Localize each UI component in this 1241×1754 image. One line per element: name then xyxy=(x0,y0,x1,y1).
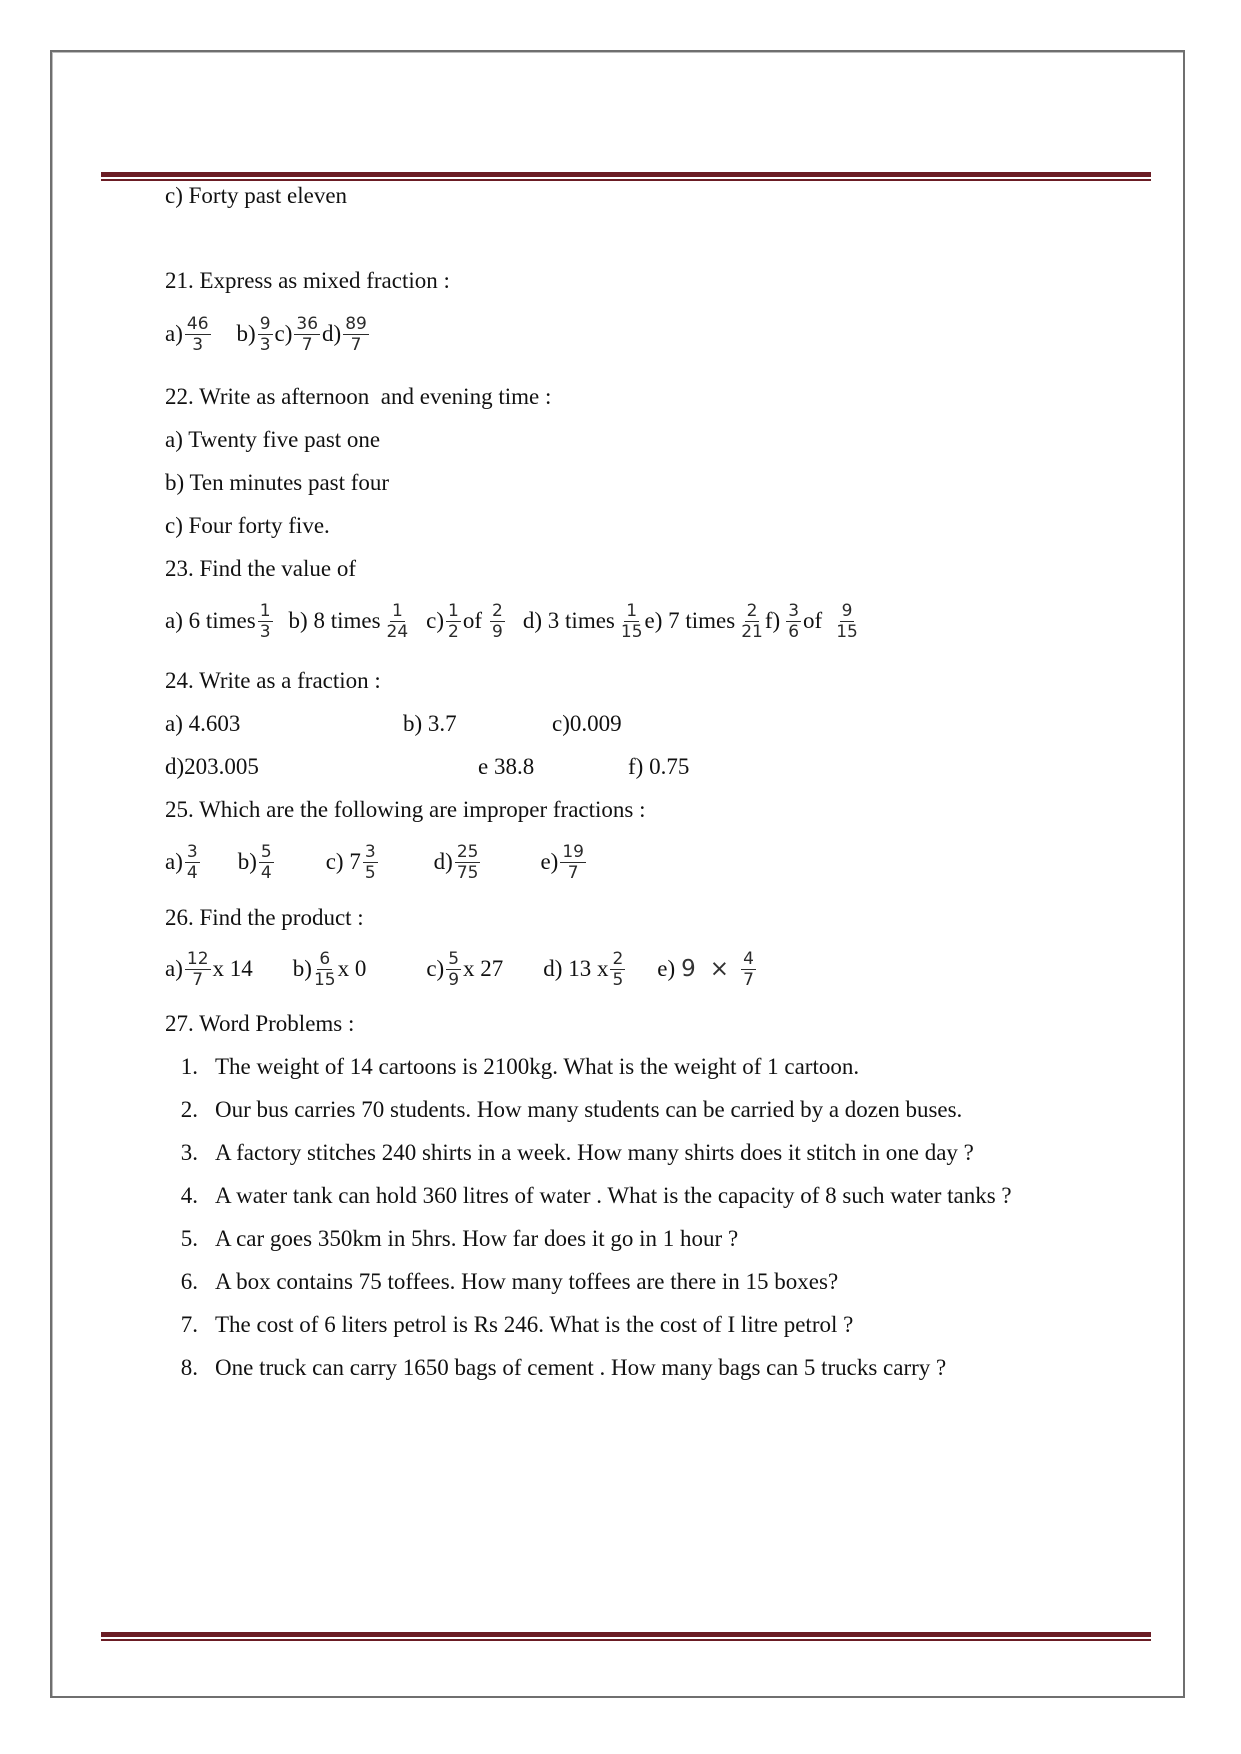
q22-option-b: b) Ten minutes past four xyxy=(165,470,390,495)
q21-title: 21. Express as mixed fraction : xyxy=(165,268,450,293)
q25-title: 25. Which are the following are improper fractions : xyxy=(165,797,646,822)
q26-b-rest: x 0 xyxy=(337,956,367,981)
q25-e-fraction: $\frac{19}{7}$ xyxy=(562,841,584,883)
q23-d-label: d) 3 times xyxy=(522,608,615,633)
q21-c-fraction: $\frac{36}{7}$ xyxy=(296,313,319,355)
q27-item: 5. A car goes 350km in 5hrs. How far does it go in 1 hour ? xyxy=(180,1226,739,1251)
q23-f-label: f) xyxy=(764,608,781,633)
q25-d-fraction: $\frac{25}{75}$ xyxy=(456,841,479,883)
q26-e-whole: 9 xyxy=(681,956,696,982)
q27-title: 27. Word Problems : xyxy=(165,1011,355,1036)
q24-option-b: b) 3.7 xyxy=(403,711,457,736)
q21-c-label: c) xyxy=(274,321,293,346)
q23-f-fraction-2: $\frac{9}{15}$ xyxy=(836,600,858,642)
q26-a-rest: x 14 xyxy=(212,956,253,981)
q23-title: 23. Find the value of xyxy=(165,556,356,581)
q25-a-fraction: $\frac{3}{4}$ xyxy=(186,841,198,883)
q21-d-label: d) xyxy=(322,321,342,346)
q26-d-label: d) 13 x xyxy=(543,956,609,981)
q24-option-c: c)0.009 xyxy=(552,711,622,736)
q24-option-f: f) 0.75 xyxy=(628,754,690,779)
q25-d-label: d) xyxy=(433,849,453,874)
q25-b-label: b) xyxy=(237,849,257,874)
q23-b-fraction: $\frac{1}{24}$ xyxy=(386,600,409,642)
q23-options xyxy=(165,593,860,649)
q23-d-fraction: $\frac{1}{15}$ xyxy=(620,600,643,642)
q23-a-fraction: $\frac{1}{3}$ xyxy=(259,600,271,642)
q22-option-c: c) Four forty five. xyxy=(165,513,330,538)
q26-options xyxy=(165,941,758,997)
q23-c-of: of xyxy=(462,608,483,633)
q20-option-c: c) Forty past eleven xyxy=(165,183,348,208)
q24-option-e: e 38.8 xyxy=(478,754,535,779)
q21-b-label: b) xyxy=(236,321,256,346)
q22-option-a: a) Twenty five past one xyxy=(165,427,381,452)
q24-title: 24. Write as a fraction : xyxy=(165,668,381,693)
q25-options xyxy=(165,834,588,890)
q26-e-times: × xyxy=(709,956,730,982)
q25-b-fraction: $\frac{5}{4}$ xyxy=(260,841,272,883)
q24-option-d: d)203.005 xyxy=(165,754,259,779)
q23-c-label: c) xyxy=(426,608,445,633)
q23-f-fraction-1: $\frac{3}{6}$ xyxy=(788,600,800,642)
q24-option-a: a) 4.603 xyxy=(165,711,241,736)
q27-item: 3. A factory stitches 240 shirts in a week. How many shirts does it stitch in one day ? xyxy=(180,1140,974,1165)
q25-e-label: e) xyxy=(540,849,559,874)
q26-c-fraction: $\frac{5}{9}$ xyxy=(448,948,460,990)
q22-title: 22. Write as afternoon and evening time : xyxy=(165,384,552,409)
q26-c-label: c) xyxy=(426,956,445,981)
q23-e-fraction: $\frac{2}{21}$ xyxy=(741,600,763,642)
q23-b-label: b) 8 times xyxy=(288,608,381,633)
q21-d-fraction: $\frac{89}{7}$ xyxy=(345,313,367,355)
q27-item: 7. The cost of 6 liters petrol is Rs 246. What is the cost of I litre petrol ? xyxy=(180,1312,854,1337)
q23-c-fraction-1: $\frac{1}{2}$ xyxy=(448,600,459,642)
q27-item: 1. The weight of 14 cartoons is 2100kg. What is the weight of 1 cartoon. xyxy=(180,1054,860,1079)
q26-e-fraction: $\frac{4}{7}$ xyxy=(743,948,754,990)
q27-item: 6. A box contains 75 toffees. How many toffees are there in 15 boxes? xyxy=(180,1269,839,1294)
q26-d-fraction: $\frac{2}{5}$ xyxy=(612,948,624,990)
q23-a-label: a) 6 times xyxy=(165,608,256,633)
q26-b-fraction: $\frac{6}{15}$ xyxy=(313,948,336,990)
q27-item: 2. Our bus carries 70 students. How many students can be carried by a dozen buses. xyxy=(180,1097,963,1122)
q26-e-label: e) xyxy=(657,956,676,981)
footer-rule xyxy=(101,1632,1151,1641)
q21-options xyxy=(165,306,371,362)
q25-c-fraction: $\frac{3}{5}$ xyxy=(364,841,376,883)
q21-b-fraction: $\frac{9}{3}$ xyxy=(259,313,271,355)
q23-e-label: e) 7 times xyxy=(644,608,736,633)
q26-title: 26. Find the product : xyxy=(165,905,364,930)
q23-c-fraction-2: $\frac{2}{9}$ xyxy=(492,600,503,642)
q26-c-rest: x 27 xyxy=(463,956,504,981)
q21-a-fraction: $\frac{46}{3}$ xyxy=(186,313,209,355)
q25-c-label: c) 7 xyxy=(325,849,361,874)
header-rule xyxy=(101,172,1151,181)
q27-item: 8. One truck can carry 1650 bags of cement . How many bags can 5 trucks carry ? xyxy=(180,1355,947,1380)
q26-a-label: a) xyxy=(165,956,183,981)
q26-a-fraction: $\frac{12}{7}$ xyxy=(186,948,209,990)
q27-item: 4. A water tank can hold 360 litres of water . What is the capacity of 8 such water tanks ? xyxy=(180,1183,1012,1208)
q26-b-label: b) xyxy=(292,956,312,981)
q25-a-label: a) xyxy=(165,849,183,874)
q23-f-of: of xyxy=(803,608,823,633)
q21-a-label: a) xyxy=(165,321,183,346)
